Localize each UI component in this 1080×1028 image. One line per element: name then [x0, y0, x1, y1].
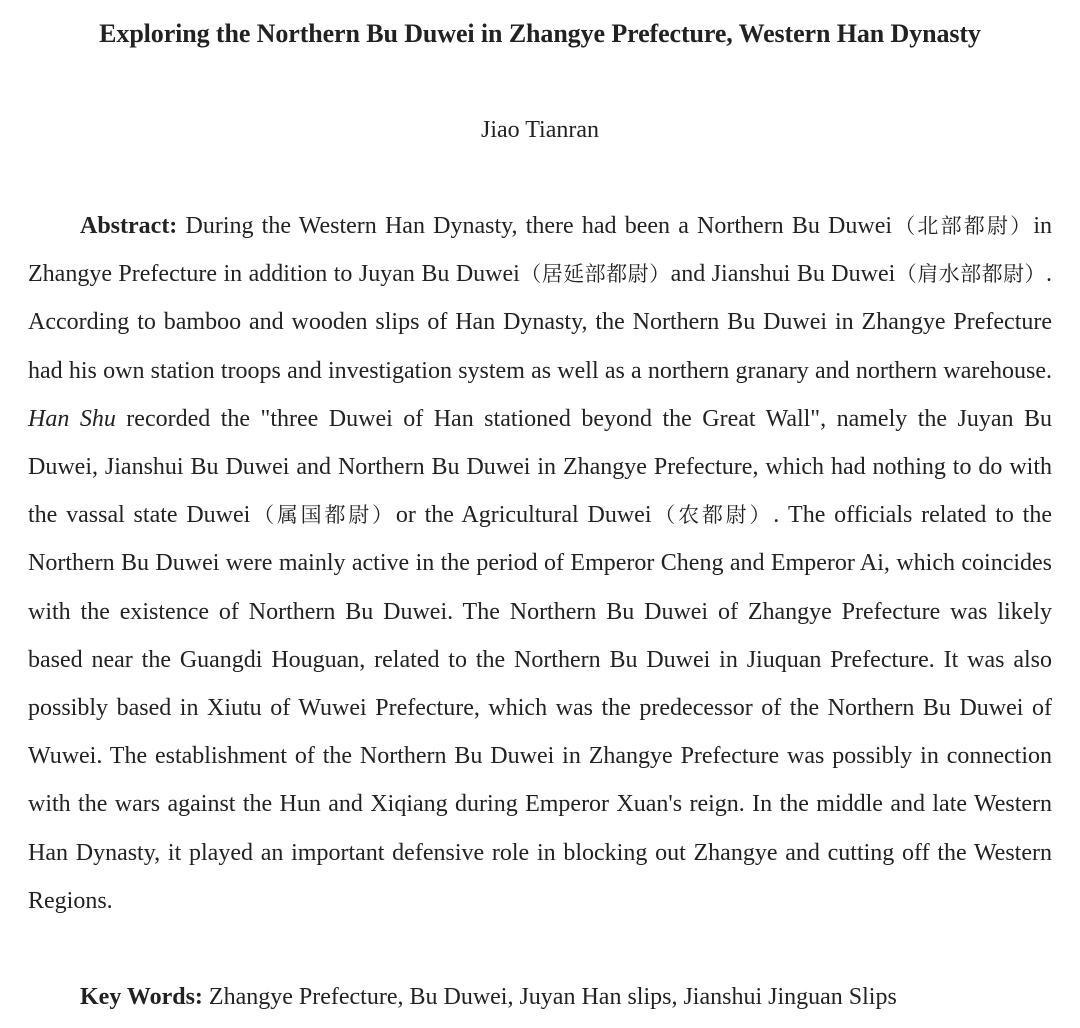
paper-title: Exploring the Northern Bu Duwei in Zhangye Prefecture, Western Han Dynasty: [99, 19, 981, 48]
chinese-term-nong-duwei: （农都尉）: [651, 503, 774, 528]
abstract-label: Abstract:: [80, 213, 178, 239]
abstract-text-6: or the Agricultural Duwei: [395, 502, 652, 529]
chinese-term-shuguo-duwei: （属国都尉）: [250, 503, 396, 528]
chinese-term-beibu-duwei: （北部都尉）: [892, 214, 1034, 238]
abstract-text-3: and Jianshui Bu Duwei: [670, 261, 896, 288]
abstract-paragraph: [28, 202, 1052, 925]
abstract-text-4: . According to bamboo and wooden slips of Han Dynasty, the Northern Bu Duwei in Zhangye Prefecture had his own station troops and investigation system as well as a northern granary and northern warehouse.: [28, 261, 1053, 384]
abstract-text-2: in Zhangye Prefecture in addition to Juyan Bu Duwei: [28, 213, 1052, 288]
abstract-text-1: During the Western Han Dynasty, there had been a Northern Bu Duwei: [177, 213, 893, 239]
chinese-term-juyan-duwei: （居延部都尉）: [519, 262, 671, 287]
abstract-text-5: recorded the "three Duwei of Han stationed beyond the Great Wall", namely the Juyan Bu Duwei, Jianshui Bu Duwei and Northern Bu Duwei in Zhangye Prefecture, which had nothing to do with the vassal state Duwei: [28, 405, 1052, 529]
abstract-book-title-italic: Han Shu: [28, 405, 116, 432]
abstract-text-7: . The officials related to the Northern Bu Duwei were mainly active in the period of Emperor Cheng and Emperor Ai, which coincides with the existence of Northern Bu Duwei. The Northern Bu Duwei of Zhangye Prefecture was likely based near the Guangdi Houguan, related to the Northern Bu Duwei in Jiuquan Prefecture. It was also possibly based in Xiutu of Wuwei Prefecture, which was the predecessor of the Northern Bu Duwei of Wuwei. The establishment of the Northern Bu Duwei in Zhangye Prefecture was possibly in connection with the wars against the Hun and Xiqiang during Emperor Xuan's reign. In the middle and late Western Han Dynasty, it played an important defensive role in blocking out Zhangye and cutting off the Western Regions.: [28, 502, 1052, 914]
chinese-term-jianshui-duwei: （肩水部都尉）: [895, 262, 1047, 287]
keywords-label: Key Words:: [80, 984, 203, 1010]
keywords-line: [80, 973, 1060, 1021]
keywords-text: Zhangye Prefecture, Bu Duwei, Juyan Han slips, Jianshui Jinguan Slips: [202, 984, 897, 1010]
author-name: Jiao Tianran: [480, 117, 599, 143]
